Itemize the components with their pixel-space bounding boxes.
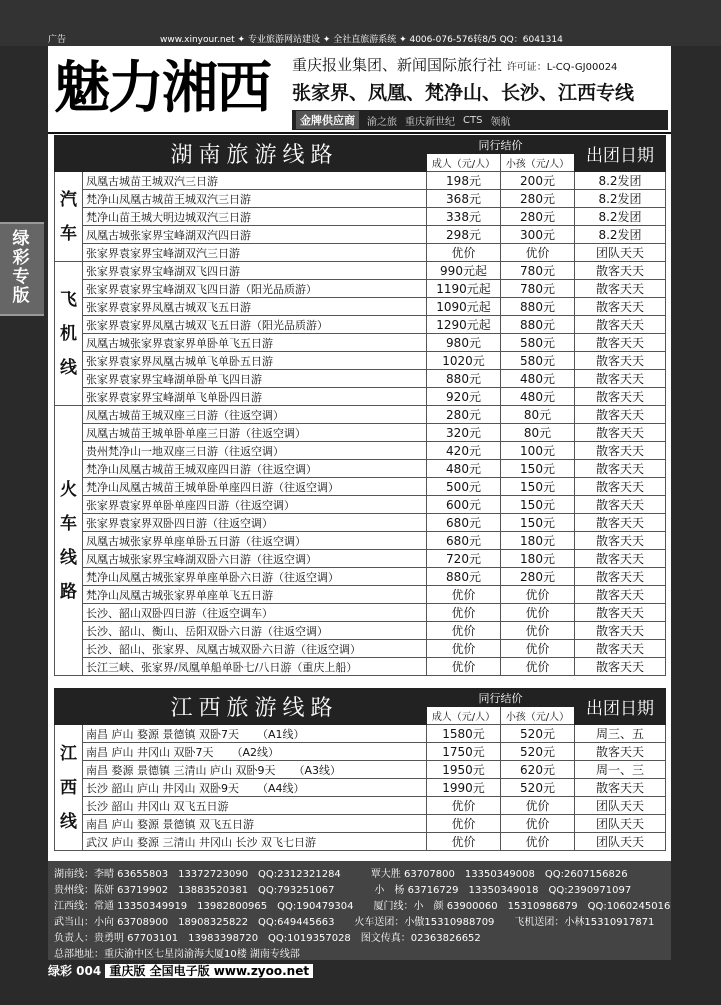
adult-price: 优价 (427, 586, 501, 604)
departure-date: 散客天天 (575, 604, 666, 622)
route-text: 梵净山凤凰古城张家界单座单卧六日游（往返空调） (86, 570, 339, 584)
table-row (55, 370, 666, 388)
route-text: 贵州梵净山一地双座三日游（往返空调） (86, 444, 284, 458)
route-text: 长沙、韶山、衡山、岳阳双卧六日游（往返空调） (86, 624, 328, 638)
departure-date: 散客天天 (575, 442, 666, 460)
table-row (55, 298, 666, 316)
price-group-header: 同行结价 (427, 136, 575, 154)
table-row (55, 172, 666, 190)
table-row (55, 658, 666, 676)
child-price: 优价 (501, 586, 575, 604)
partner-logo: 领航 (490, 116, 511, 128)
table-row (55, 622, 666, 640)
departure-date: 散客天天 (575, 388, 666, 406)
company-name: 重庆报业集团、新闻国际旅行社 (292, 56, 503, 74)
route-name (83, 316, 427, 334)
route-name (83, 262, 427, 280)
departure-date: 散客天天 (575, 262, 666, 280)
route-name (83, 496, 427, 514)
table-row (55, 725, 666, 743)
company-line (292, 54, 617, 75)
partner-logo: 重庆新世纪 (405, 116, 455, 128)
table-row (55, 208, 666, 226)
departure-date: 散客天天 (575, 532, 666, 550)
child-price: 580元 (501, 334, 575, 352)
table-row (55, 226, 666, 244)
departure-date: 团队天天 (575, 797, 666, 815)
contact-line: 总部地址：重庆渝中区七星岗渝海大厦10楼 湖南专线部 (54, 949, 300, 960)
route-name (83, 478, 427, 496)
route-name (83, 298, 427, 316)
route-text: 长沙 韶山 庐山 井冈山 双卧9天 (86, 781, 239, 795)
contact-line: 武当山：小向 63708900 18908325822 QQ:649445663 火车送团：小傲15310988709 飞机送团：小林15310917871 (54, 917, 655, 928)
jiangxi-routes-table (54, 688, 666, 851)
category-label: 飞机线 (55, 262, 83, 406)
child-price: 80元 (501, 424, 575, 442)
child-price: 优价 (501, 833, 575, 851)
route-name (83, 604, 427, 622)
child-price: 优价 (501, 815, 575, 833)
departure-date: 8.2发团 (575, 172, 666, 190)
child-price: 200元 (501, 172, 575, 190)
route-name (83, 640, 427, 658)
child-price: 优价 (501, 244, 575, 262)
table-row (55, 424, 666, 442)
adult-price-header: 成人（元/人） (427, 707, 501, 725)
price-group-header: 同行结价 (427, 689, 575, 707)
adult-price: 优价 (427, 815, 501, 833)
page-label: 绿彩 004 (48, 964, 102, 978)
route-name (83, 190, 427, 208)
table-row (55, 496, 666, 514)
departure-date: 散客天天 (575, 514, 666, 532)
route-name (83, 568, 427, 586)
gold-supplier-badge: 金牌供应商 (296, 111, 359, 129)
child-price: 优价 (501, 658, 575, 676)
table-row (55, 460, 666, 478)
route-text: 张家界袁家界凤凰古城双飞五日游 (86, 300, 251, 314)
adult-price: 320元 (427, 424, 501, 442)
adult-price: 198元 (427, 172, 501, 190)
contacts-panel (48, 861, 671, 960)
table-row (55, 604, 666, 622)
route-name (83, 761, 427, 779)
adult-price: 1990元 (427, 779, 501, 797)
table-row (55, 568, 666, 586)
departure-date: 散客天天 (575, 586, 666, 604)
table-row (55, 833, 666, 851)
child-price: 520元 (501, 725, 575, 743)
child-price: 520元 (501, 743, 575, 761)
category-label: 江西线 (55, 725, 83, 851)
route-name (83, 424, 427, 442)
hunan-routes-table (54, 135, 666, 676)
section-header-row (55, 136, 666, 154)
route-name (83, 514, 427, 532)
section-corner (55, 689, 83, 725)
adult-price: 680元 (427, 532, 501, 550)
departure-date: 散客天天 (575, 622, 666, 640)
adult-price: 优价 (427, 622, 501, 640)
route-line-tag: （A4线） (256, 781, 305, 795)
departure-date: 散客天天 (575, 550, 666, 568)
child-price: 480元 (501, 370, 575, 388)
departure-date: 散客天天 (575, 496, 666, 514)
route-text: 张家界袁家界双卧四日游（往返空调） (86, 516, 273, 530)
side-tab-label: 绿彩专版 (12, 229, 30, 306)
table-row (55, 514, 666, 532)
departure-date: 团队天天 (575, 815, 666, 833)
departure-date: 散客天天 (575, 316, 666, 334)
table-row (55, 478, 666, 496)
adult-price: 720元 (427, 550, 501, 568)
child-price: 880元 (501, 316, 575, 334)
route-name (83, 280, 427, 298)
table-row (55, 190, 666, 208)
top-bar (0, 0, 721, 46)
route-name (83, 352, 427, 370)
child-price: 180元 (501, 550, 575, 568)
table-row (55, 779, 666, 797)
departure-header: 出团日期 (575, 689, 666, 725)
adult-price: 1580元 (427, 725, 501, 743)
child-price: 300元 (501, 226, 575, 244)
route-text: 凤凰古城苗王城单卧单座三日游（往返空调） (86, 426, 306, 440)
route-text: 张家界袁家界凤凰古城单飞单卧五日游 (86, 354, 273, 368)
adult-price: 880元 (427, 370, 501, 388)
ad-page (48, 46, 671, 960)
child-price: 280元 (501, 208, 575, 226)
license-number: 许可证：L-CQ-GJ00024 (506, 62, 618, 73)
adult-price: 368元 (427, 190, 501, 208)
adult-price: 优价 (427, 833, 501, 851)
child-price: 150元 (501, 460, 575, 478)
adult-price: 优价 (427, 640, 501, 658)
route-text: 张家界袁家界宝峰湖双飞四日游 (86, 264, 240, 278)
contact-line: 湖南线：李晴 63655803 13372723090 QQ:2312321284 覃大胜 63707800 13350349008 QQ:2607156826 (54, 869, 628, 880)
departure-date: 散客天天 (575, 298, 666, 316)
partner-strip (292, 110, 668, 130)
adult-price: 500元 (427, 478, 501, 496)
partner-logo: 渝之旅 (367, 116, 397, 128)
route-text: 张家界袁家界宝峰湖双飞四日游（阳光品质游） (86, 282, 317, 296)
route-name (83, 725, 427, 743)
route-name (83, 833, 427, 851)
route-text: 长沙、韶山、张家界、凤凰古城双卧六日游（往返空调） (86, 642, 361, 656)
child-price: 620元 (501, 761, 575, 779)
child-price: 150元 (501, 478, 575, 496)
contact-line: 负责人：贵勇明 67703101 13983398720 QQ:1019357028 图文传真：02363826652 (54, 933, 481, 944)
route-text: 凤凰古城苗王城双汽三日游 (86, 174, 218, 188)
child-price: 780元 (501, 262, 575, 280)
side-tab (0, 222, 44, 316)
route-name (83, 586, 427, 604)
specialty-routes: 张家界、凤凰、梵净山、长沙、江西专线 (292, 82, 635, 104)
edition-label: 重庆版 全国电子版 www.zyoo.net (105, 964, 313, 978)
adult-price: 980元 (427, 334, 501, 352)
adult-price: 480元 (427, 460, 501, 478)
table-row (55, 550, 666, 568)
adult-price: 1750元 (427, 743, 501, 761)
route-name (83, 244, 427, 262)
section-corner (55, 136, 83, 172)
child-price: 180元 (501, 532, 575, 550)
child-price: 优价 (501, 797, 575, 815)
section-header-row (55, 689, 666, 707)
route-line-tag: （A3线） (293, 763, 342, 777)
departure-date: 散客天天 (575, 406, 666, 424)
departure-date: 散客天天 (575, 478, 666, 496)
departure-date: 散客天天 (575, 334, 666, 352)
route-name (83, 208, 427, 226)
child-price: 880元 (501, 298, 575, 316)
child-price: 100元 (501, 442, 575, 460)
departure-date: 散客天天 (575, 779, 666, 797)
table-row (55, 640, 666, 658)
route-text: 长沙 韶山 井冈山 双飞五日游 (86, 799, 229, 813)
adult-price: 600元 (427, 496, 501, 514)
contact-line: 贵州线：陈妍 63719902 13883520381 QQ:793251067 小 杨 63716729 13350349018 QQ:2390971097 (54, 885, 632, 896)
route-line-tag: （A2线） (231, 745, 280, 759)
child-price: 780元 (501, 280, 575, 298)
route-text: 张家界袁家界宝峰湖双汽三日游 (86, 246, 240, 260)
table-row (55, 442, 666, 460)
route-text: 南昌 庐山 婺源 景德镇 双飞五日游 (86, 817, 254, 831)
route-name (83, 532, 427, 550)
route-text: 南昌 婺源 景德镇 三清山 庐山 双卧9天 (86, 763, 276, 777)
child-price: 280元 (501, 190, 575, 208)
departure-date: 散客天天 (575, 424, 666, 442)
child-price-header: 小孩（元/人） (501, 154, 575, 172)
child-price: 优价 (501, 640, 575, 658)
departure-date: 周三、五 (575, 725, 666, 743)
route-name (83, 797, 427, 815)
partner-logo: CTS (463, 114, 483, 126)
adult-price: 优价 (427, 797, 501, 815)
route-text: 梵净山凤凰古城苗王城双汽三日游 (86, 192, 251, 206)
table-row (55, 406, 666, 424)
logo: 魅力湘西 (54, 55, 270, 121)
adult-price: 680元 (427, 514, 501, 532)
child-price: 150元 (501, 514, 575, 532)
child-price: 580元 (501, 352, 575, 370)
table-row (55, 316, 666, 334)
route-text: 张家界袁家界宝峰湖单卧单飞四日游 (86, 372, 262, 386)
adult-price-header: 成人（元/人） (427, 154, 501, 172)
adult-price: 298元 (427, 226, 501, 244)
route-text: 长沙、韶山双卧四日游（往返空调车） (86, 606, 273, 620)
departure-date: 散客天天 (575, 568, 666, 586)
route-name (83, 550, 427, 568)
category-label: 汽车 (55, 172, 83, 262)
top-line: www.xinyour.net ✦ 专业旅游网站建设 ✦ 全社直旅游系统 ✦ 4006-076-576转8/5 QQ：6041314 (160, 35, 563, 45)
route-name (83, 658, 427, 676)
route-name (83, 388, 427, 406)
departure-date: 8.2发团 (575, 226, 666, 244)
adult-price: 880元 (427, 568, 501, 586)
table-row (55, 797, 666, 815)
route-text: 凤凰古城苗王城双座三日游（往返空调） (86, 408, 284, 422)
table-row (55, 352, 666, 370)
route-name (83, 779, 427, 797)
contact-line: 江西线：常通 13350349919 13982800965 QQ:190479304 厦门线：小 颜 63900060 15310986879 QQ:1060245016 (54, 901, 671, 912)
route-name (83, 172, 427, 190)
route-text: 张家界袁家界宝峰湖单飞单卧四日游 (86, 390, 262, 404)
adult-price: 优价 (427, 658, 501, 676)
departure-date: 8.2发团 (575, 208, 666, 226)
route-text: 武汉 庐山 婺源 三清山 井冈山 长沙 双飞七日游 (86, 835, 316, 849)
route-text: 梵净山苗王城大明边城双汽三日游 (86, 210, 251, 224)
page-header (48, 46, 671, 134)
category-label: 火车线路 (55, 406, 83, 676)
page-footer (48, 962, 313, 979)
route-text: 张家界袁家界单卧单座四日游（往返空调） (86, 498, 295, 512)
route-text: 梵净山凤凰古城苗王城双座四日游（往返空调） (86, 462, 317, 476)
adult-price: 1290元起 (427, 316, 501, 334)
departure-date: 散客天天 (575, 280, 666, 298)
route-line-tag: （A1线） (256, 727, 305, 741)
adult-price: 338元 (427, 208, 501, 226)
route-text: 南昌 庐山 婺源 景德镇 双卧7天 (86, 727, 239, 741)
section-title: 湖南旅游线路 (83, 136, 427, 172)
adult-price: 280元 (427, 406, 501, 424)
adult-price: 1020元 (427, 352, 501, 370)
adult-price: 990元起 (427, 262, 501, 280)
child-price: 280元 (501, 568, 575, 586)
table-row (55, 280, 666, 298)
departure-date: 8.2发团 (575, 190, 666, 208)
child-price: 480元 (501, 388, 575, 406)
adult-price: 920元 (427, 388, 501, 406)
departure-date: 散客天天 (575, 658, 666, 676)
adult-price: 优价 (427, 244, 501, 262)
route-text: 梵净山凤凰古城张家界单座单飞五日游 (86, 588, 273, 602)
route-text: 凤凰古城张家界宝峰湖双卧六日游（往返空调） (86, 552, 317, 566)
section-title: 江西旅游线路 (83, 689, 427, 725)
departure-header: 出团日期 (575, 136, 666, 172)
route-text: 梵净山凤凰古城苗王城单卧单座四日游（往返空调） (86, 480, 339, 494)
table-row (55, 743, 666, 761)
table-row (55, 815, 666, 833)
table-row (55, 262, 666, 280)
route-name (83, 334, 427, 352)
child-price: 80元 (501, 406, 575, 424)
route-name (83, 622, 427, 640)
adult-price: 1950元 (427, 761, 501, 779)
table-row (55, 532, 666, 550)
table-row (55, 244, 666, 262)
child-price: 150元 (501, 496, 575, 514)
adult-price: 420元 (427, 442, 501, 460)
departure-date: 散客天天 (575, 370, 666, 388)
route-name (83, 370, 427, 388)
route-text: 凤凰古城张家界袁家界单卧单飞五日游 (86, 336, 273, 350)
ad-tag: 广告 (48, 35, 67, 45)
route-name (83, 406, 427, 424)
adult-price: 1090元起 (427, 298, 501, 316)
route-name (83, 460, 427, 478)
departure-date: 散客天天 (575, 640, 666, 658)
table-row (55, 586, 666, 604)
departure-date: 周一、三 (575, 761, 666, 779)
route-name (83, 442, 427, 460)
table-row (55, 388, 666, 406)
route-name (83, 815, 427, 833)
child-price: 520元 (501, 779, 575, 797)
child-price: 优价 (501, 622, 575, 640)
route-text: 张家界袁家界凤凰古城双飞五日游（阳光品质游） (86, 318, 328, 332)
route-name (83, 226, 427, 244)
departure-date: 团队天天 (575, 833, 666, 851)
route-name (83, 743, 427, 761)
departure-date: 散客天天 (575, 352, 666, 370)
child-price-header: 小孩（元/人） (501, 707, 575, 725)
route-text: 长江三峡、张家界/凤凰单船单卧七/八日游（重庆上船） (86, 660, 358, 674)
route-text: 南昌 庐山 井冈山 双卧7天 (86, 745, 214, 759)
departure-date: 散客天天 (575, 460, 666, 478)
table-row (55, 334, 666, 352)
departure-date: 团队天天 (575, 244, 666, 262)
table-row (55, 761, 666, 779)
departure-date: 散客天天 (575, 743, 666, 761)
route-text: 凤凰古城张家界宝峰湖双汽四日游 (86, 228, 251, 242)
adult-price: 1190元起 (427, 280, 501, 298)
adult-price: 优价 (427, 604, 501, 622)
child-price: 优价 (501, 604, 575, 622)
route-text: 凤凰古城张家界单座单卧五日游（往返空调） (86, 534, 306, 548)
